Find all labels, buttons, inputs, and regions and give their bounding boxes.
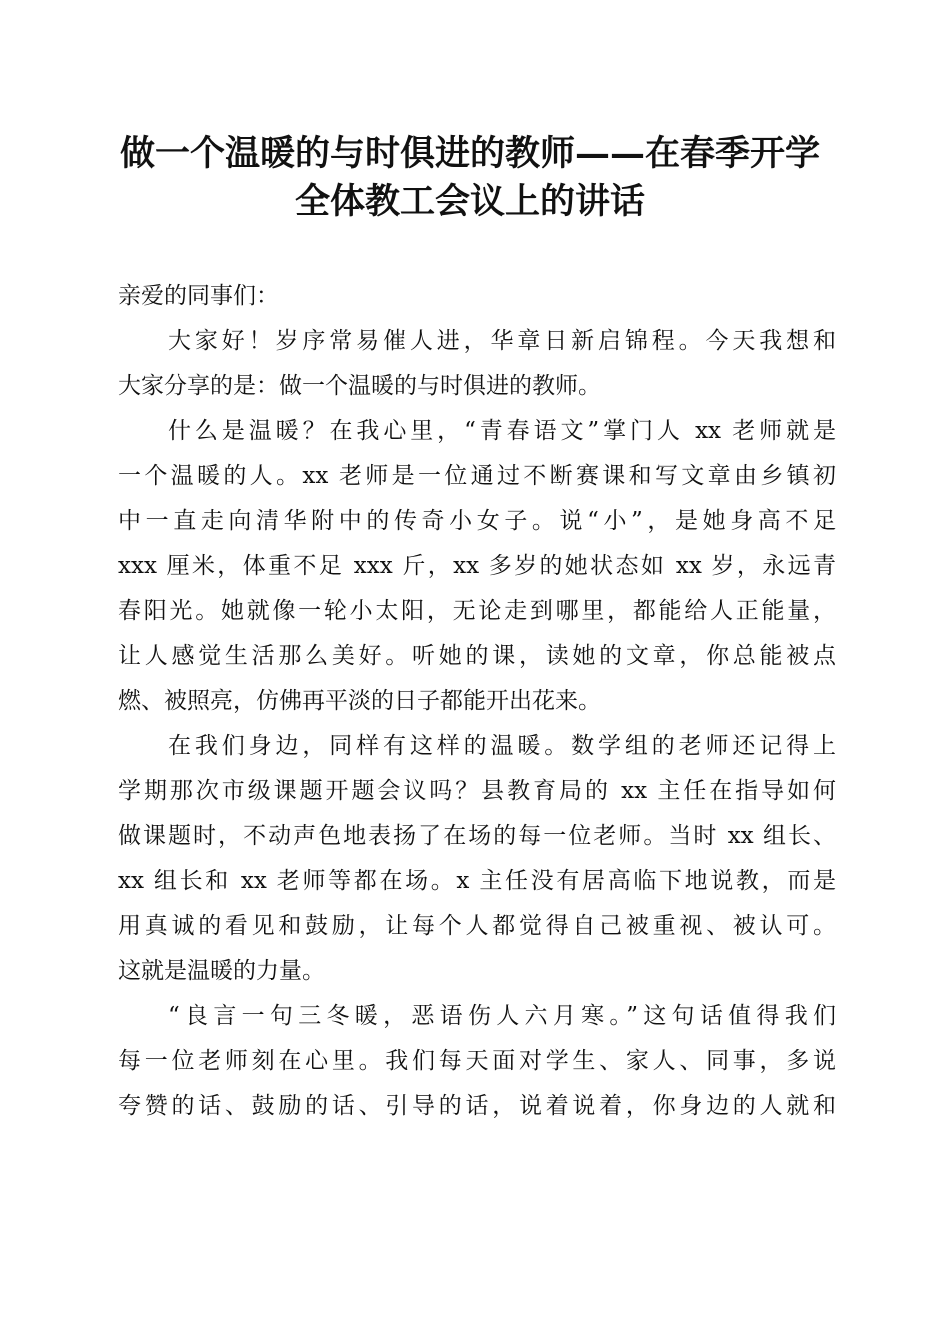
paragraph-4-line-2: 每一位老师刻在心里。我们每天面对学生、家人、同事，多说 — [118, 1048, 836, 1074]
paragraph-2-line-2: 一个温暖的人。xx 老师是一位通过不断赛课和写文章由乡镇初 — [118, 463, 836, 489]
document-body — [118, 274, 836, 1129]
paragraph-2-line-5: 春阳光。她就像一轮小太阳，无论走到哪里，都能给人正能量， — [118, 598, 836, 624]
paragraph-1-line-2: 大家分享的是：做一个温暖的与时俱进的教师。 — [118, 373, 601, 399]
paragraph-2-line-1: 什么是温暖？在我心里，“青春语文”掌门人 xx 老师就是 — [168, 418, 836, 444]
paragraph-3-line-6: 这就是温暖的力量。 — [118, 958, 325, 984]
paragraph-2-line-3: 中一直走向清华附中的传奇小女子。说“小”，是她身高不足 — [118, 508, 836, 534]
paragraph-3-line-1: 在我们身边，同样有这样的温暖。数学组的老师还记得上 — [168, 733, 836, 759]
paragraph-3-line-4: xx 组长和 xx 老师等都在场。x 主任没有居高临下地说教，而是 — [118, 868, 836, 894]
paragraph-2-line-4: xxx 厘米，体重不足 xxx 斤，xx 多岁的她状态如 xx 岁，永远青 — [118, 553, 836, 579]
paragraph-3-line-3: 做课题时，不动声色地表扬了在场的每一位老师。当时 xx 组长、 — [118, 823, 836, 849]
paragraph-4-line-1: “良言一句三冬暖，恶语伤人六月寒。”这句话值得我们 — [168, 1003, 836, 1029]
paragraph-2-line-7: 燃、被照亮，仿佛再平淡的日子都能开出花来。 — [118, 688, 601, 714]
salutation: 亲爱的同事们： — [118, 283, 279, 309]
paragraph-3-line-2: 学期那次市级课题开题会议吗？县教育局的 xx 主任在指导如何 — [118, 778, 836, 804]
title-line-2: 全体教工会议上的讲话 — [294, 181, 645, 222]
paragraph-1-line-1: 大家好！岁序常易催人进，华章日新启锦程。今天我想和 — [168, 328, 836, 354]
paragraph-2-line-6: 让人感觉生活那么美好。听她的课，读她的文章，你总能被点 — [118, 643, 836, 669]
paragraph-3-line-5: 用真诚的看见和鼓励，让每个人都觉得自己被重视、被认可。 — [118, 913, 836, 939]
document-title — [100, 130, 840, 226]
paragraph-4-line-3: 夸赞的话、鼓励的话、引导的话，说着说着，你身边的人就和 — [118, 1093, 836, 1119]
title-line-1: 做一个温暖的与时俱进的教师——在春季开学 — [119, 133, 820, 174]
